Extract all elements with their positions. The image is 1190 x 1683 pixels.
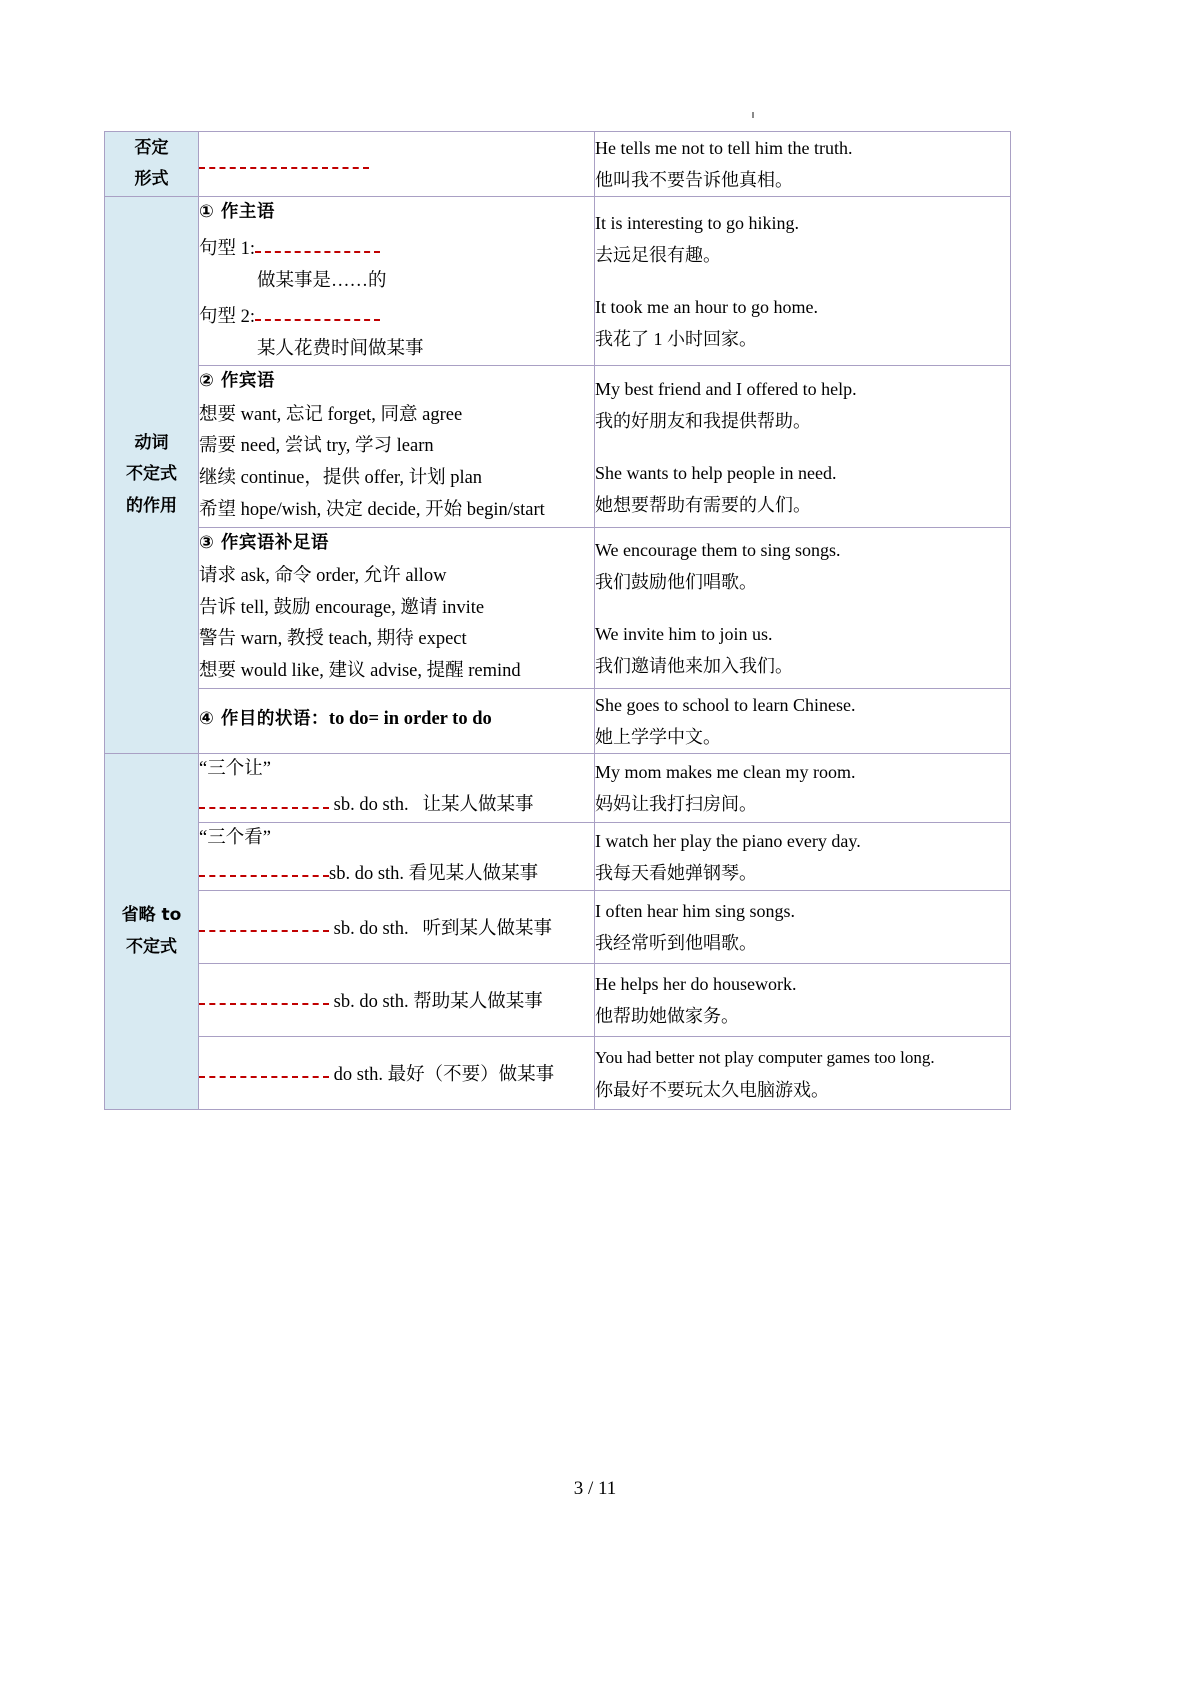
fill-in-blank-row [199,786,594,822]
sentence-pattern-2-row [199,298,594,334]
example-english: We invite him to join us. [595,623,773,644]
example-chinese: 她想要帮助有需要的人们。 [595,494,811,515]
pattern-structure: do sth. [333,1064,383,1085]
example-chinese: 我经常听到他唱歌。 [595,933,757,954]
table-row [105,527,1011,688]
subsection-number: ① [199,202,215,223]
example-chinese: 他叫我不要告诉他真相。 [595,170,793,191]
subsection-title: 作宾语 [220,371,275,392]
subsection-number: ③ [199,532,215,553]
subsection-title: 作目的状语： [220,708,329,729]
example-cell [595,822,1011,891]
example-chinese: 妈妈让我打扫房间。 [595,793,757,814]
pattern-group-label: “三个让” [199,759,271,780]
example-english: She goes to school to learn Chinese. [595,695,856,716]
table-row [105,197,1011,366]
example-english: I watch her play the piano every day. [595,830,861,851]
answer-blank[interactable] [199,151,369,170]
subject-use-cell [199,197,595,366]
example-chinese: 去远足很有趣。 [595,245,721,266]
subsection-heading [199,528,594,558]
make-pattern-cell [199,754,595,823]
verb-list-line: 告诉 tell, 鼓励 encourage, 邀请 invite [199,597,485,618]
subsection-number: ② [199,371,215,392]
example-english: It took me an hour to go home. [595,297,818,318]
verb-list-line: 想要 would like, 建议 advise, 提醒 remind [199,661,521,682]
example-english: I often hear him sing songs. [595,901,795,922]
example-english: We encourage them to sing songs. [595,539,841,560]
answer-blank[interactable] [199,859,329,878]
pattern-structure: sb. do sth. [333,918,409,939]
page-footer: 3 / 11 [573,1478,617,1499]
answer-blank[interactable] [199,914,329,933]
category-line: 不定式 [126,464,177,485]
pattern-2-label: 句型 2: [199,306,256,327]
negative-form-blank-cell [199,132,595,197]
pattern-group-label: “三个看” [199,827,271,848]
subsection-heading [199,197,594,227]
verb-list-line: 需要 need, 尝试 try, 学习 learn [199,436,434,457]
example-english: My best friend and I offered to help. [595,378,857,399]
page-margin-tick [752,112,754,118]
verb-list-line: 请求 ask, 命令 order, 允许 allow [199,565,447,586]
pattern-structure: sb. do sth. [329,863,405,884]
example-chinese: 我们鼓励他们唱歌。 [595,571,757,592]
table-row [105,754,1011,823]
subsection-title: 作宾语补足语 [220,532,329,553]
fill-in-blank-row [199,855,594,891]
answer-blank[interactable] [255,302,380,321]
pattern-meaning: 帮助某人做某事 [413,991,543,1012]
verb-list-line: 警告 warn, 教授 teach, 期待 expect [199,629,467,650]
answer-blank[interactable] [199,1060,329,1079]
category-bare-infinitive [105,754,199,1110]
example-chinese: 你最好不要玩太久电脑游戏。 [595,1079,829,1100]
table-row [105,366,1011,527]
example-english: He tells me not to tell him the truth. [595,138,853,158]
spacer [595,598,1010,618]
subsection-formula: to do= in order to do [328,708,492,729]
pattern-meaning: 看见某人做某事 [408,863,539,884]
example-cell [595,964,1011,1037]
category-line: 不定式 [126,936,177,957]
example-cell [595,366,1011,527]
pattern-structure: sb. do sth. [333,991,409,1012]
example-english: My mom makes me clean my room. [595,761,856,782]
verb-list-line: 希望 hope/wish, 决定 decide, 开始 begin/start [199,499,545,520]
fill-in-blank-row [199,983,594,1019]
answer-blank[interactable] [199,791,329,810]
example-cell [595,132,1011,197]
pattern-1-label: 句型 1: [199,239,256,260]
example-chinese: 他帮助她做家务。 [595,1006,739,1027]
example-cell [595,197,1011,366]
pattern-structure: sb. do sth. [333,794,409,815]
pattern-2-meaning: 某人花费时间做某事 [257,338,424,359]
fill-in-blank-row [199,910,594,946]
table-row [105,964,1011,1037]
hear-pattern-cell [199,891,595,964]
pattern-meaning: 让某人做某事 [422,794,534,815]
verb-list-line: 想要 want, 忘记 forget, 同意 agree [199,404,463,425]
category-line: 省略 to [121,905,182,926]
table-row [105,132,1011,197]
pattern-meaning: 听到某人做某事 [422,918,553,939]
category-infinitive-function [105,197,199,754]
answer-blank[interactable] [199,987,329,1006]
example-cell [595,527,1011,688]
subsection-heading [199,366,594,396]
fill-in-blank-row [199,146,594,182]
example-cell [595,891,1011,964]
table-row [105,822,1011,891]
example-english: She wants to help people in need. [595,462,837,483]
table-row [105,689,1011,754]
example-chinese: 我们邀请他来加入我们。 [595,655,793,676]
see-pattern-cell [199,822,595,891]
example-chinese: 我每天看她弹钢琴。 [595,862,757,883]
example-chinese: 我的好朋友和我提供帮助。 [595,410,811,431]
subsection-heading [199,704,594,736]
example-cell [595,1037,1011,1110]
example-english: You had better not play computer games too long. [595,1048,935,1068]
spacer [595,271,1010,291]
example-cell [595,754,1011,823]
subsection-number: ④ [199,708,215,729]
help-pattern-cell [199,964,595,1037]
object-use-cell [199,366,595,527]
sentence-pattern-1-row [199,230,594,266]
example-chinese: 她上学学中文。 [595,727,721,748]
category-line: 的作用 [126,495,177,516]
table-row [105,891,1011,964]
example-english: It is interesting to go hiking. [595,213,799,234]
category-negative-form [105,132,199,197]
example-english: He helps her do housework. [595,974,797,995]
verb-list-line: 继续 continue，提供 offer, 计划 plan [199,468,483,489]
purpose-adverbial-cell [199,689,595,754]
table-row [105,1037,1011,1110]
category-line: 否定 [134,137,169,158]
pattern-1-meaning: 做某事是……的 [257,270,387,291]
object-complement-use-cell [199,527,595,688]
category-line: 动词 [134,432,169,453]
subsection-title: 作主语 [220,202,275,223]
had-better-pattern-cell [199,1037,595,1110]
category-line: 形式 [134,169,169,190]
pattern-meaning: 最好（不要）做某事 [387,1064,555,1085]
fill-in-blank-row [199,1056,594,1092]
example-chinese: 我花了 1 小时回家。 [595,329,757,350]
example-cell [595,689,1011,754]
answer-blank[interactable] [255,235,380,254]
grammar-table [104,131,1011,1110]
spacer [595,437,1010,457]
